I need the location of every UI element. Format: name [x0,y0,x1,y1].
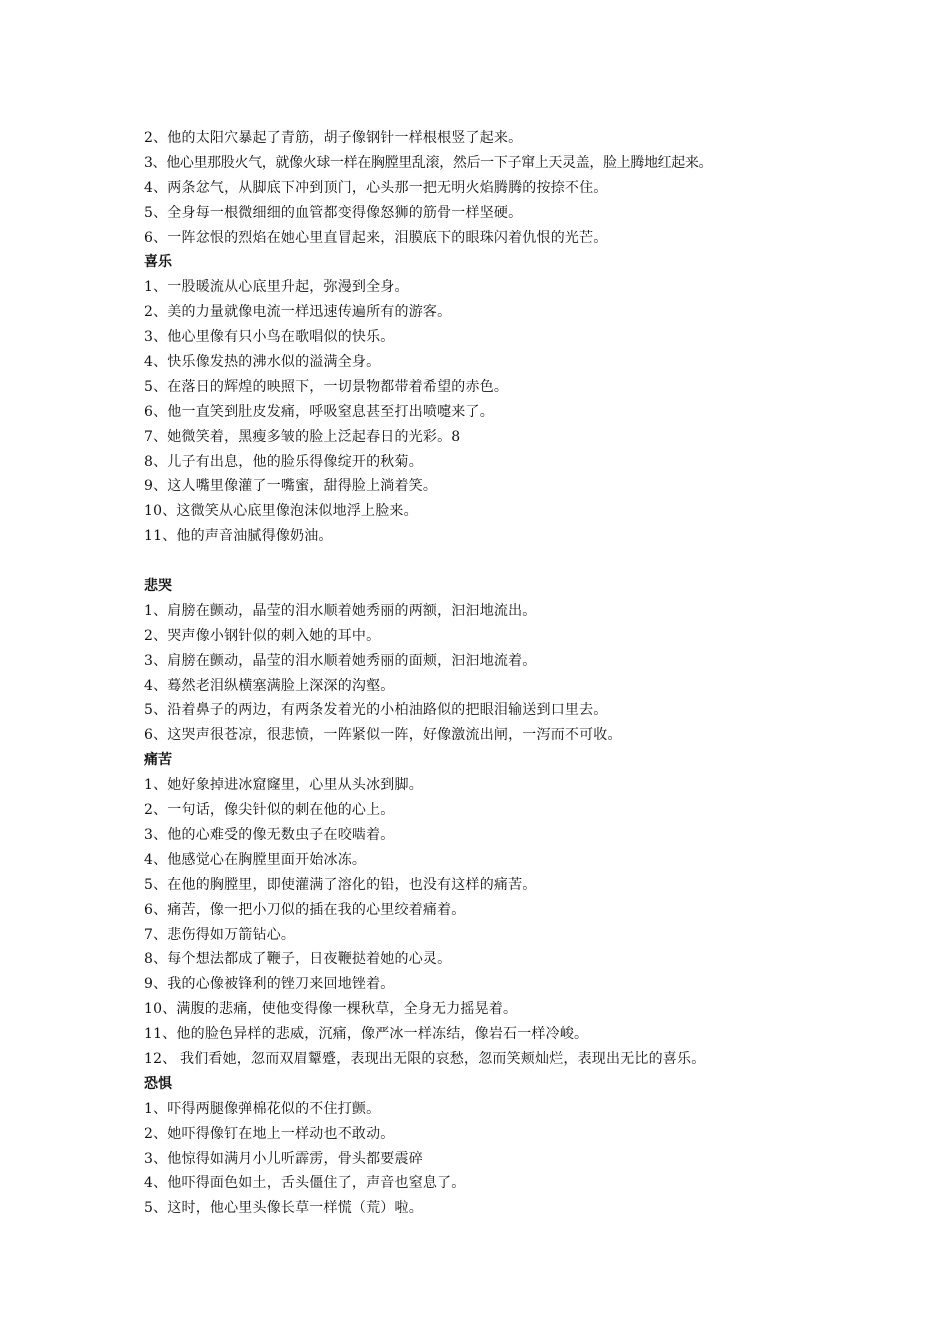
joy-item: 6、他一直笑到肚皮发痛，呼吸窒息甚至打出喷嚏来了。 [144,403,494,420]
section-heading-sorrow: 悲哭 [144,578,172,595]
joy-item: 5、在落日的辉煌的映照下，一切景物都带着希望的赤色。 [144,378,509,395]
joy-item: 11、他的声音油腻得像奶油。 [144,528,333,545]
section-heading-joy: 喜乐 [144,254,172,271]
joy-item: 7、她微笑着，黑瘦多皱的脸上泛起春日的光彩。8 [144,428,461,445]
pain-item: 4、他感觉心在胸膛里面开始冰冻。 [144,851,367,868]
pain-item: 7、悲伤得如万箭钻心。 [144,926,296,943]
sorrow-item: 3、肩膀在颤动，晶莹的泪水顺着她秀丽的面颊，汩汩地流着。 [144,652,537,669]
joy-item: 8、儿子有出息，他的脸乐得像绽开的秋菊。 [144,453,423,470]
joy-item: 3、他心里像有只小鸟在歌唱似的快乐。 [144,329,395,346]
anger-item-3: 3、他心里那股火气，就像火球一样在胸膛里乱滚，然后一下子窜上天灵盖，脸上腾地红起来。 [144,154,713,171]
pain-item-12-text: 我们看她，忽而双眉颦蹙，表现出无限的哀愁，忽而笑颊灿烂，表现出无比的喜乐。 [180,1050,706,1067]
joy-item: 4、快乐像发热的沸水似的溢满全身。 [144,354,381,371]
document-body [144,126,844,1221]
pain-item: 10、满腹的悲痛，使他变得像一棵秋草，全身无力摇晃着。 [144,1001,518,1018]
fear-item: 5、这时，他心里头像长草一样慌（荒）啦。 [144,1200,423,1217]
pain-item: 3、他的心难受的像无数虫子在咬啮着。 [144,826,395,843]
pain-item: 2、一句话，像尖针似的刺在他的心上。 [144,802,395,819]
anger-item-2: 2、他的太阳穴暴起了青筋，胡子像钢针一样根根竖了起来。 [144,130,523,146]
pain-item: 6、痛苦，像一把小刀似的插在我的心里绞着痛着。 [144,901,466,918]
joy-item: 1、一股暖流从心底里升起，弥漫到全身。 [144,279,409,296]
blank-line [144,549,844,574]
anger-item-5: 5、全身每一根微细细的血管都变得像怒狮的筋骨一样坚硬。 [144,204,523,221]
fear-item: 1、吓得两腿像弹棉花似的不住打颤。 [144,1100,381,1117]
joy-item: 9、这人嘴里像灌了一嘴蜜，甜得脸上淌着笑。 [144,478,438,495]
pain-item-12-number: 12、 [144,1050,177,1067]
pain-item: 11、他的脸色异样的悲威，沉痛，像严冰一样冻结，像岩石一样冷峻。 [144,1026,589,1043]
sorrow-item: 6、这哭声很苍凉，很悲愤，一阵紧似一阵，好像激流出闸，一泻而不可收。 [144,727,622,744]
pain-item: 9、我的心像被锋利的锉刀来回地锉着。 [144,976,395,993]
fear-item: 4、他吓得面色如土，舌头僵住了，声音也窒息了。 [144,1175,466,1192]
fear-item: 3、他惊得如满月小儿听霹雳，骨头都要震碎 [144,1150,423,1167]
sorrow-item: 2、哭声像小钢针似的刺入她的耳中。 [144,627,381,644]
joy-item: 10、这微笑从心底里像泡沫似地浮上脸来。 [144,503,418,520]
sorrow-item: 1、肩膀在颤动，晶莹的泪水顺着她秀丽的两额，汩汩地流出。 [144,602,537,619]
pain-item: 5、在他的胸膛里，即使灌满了溶化的铅，也没有这样的痛苦。 [144,876,537,893]
sorrow-item: 5、沿着鼻子的两边，有两条发着光的小柏油路似的把眼泪输送到口里去。 [144,702,608,719]
joy-item: 2、美的力量就像电流一样迅速传遍所有的游客。 [144,304,452,321]
pain-item: 1、她好象掉进冰窟窿里，心里从头冰到脚。 [144,777,423,794]
pain-item: 8、每个想法都成了鞭子，日夜鞭挞着她的心灵。 [144,951,452,968]
sorrow-item: 4、蓦然老泪纵横塞满脸上深深的沟壑。 [144,677,395,694]
anger-item-4: 4、两条忿气，从脚底下冲到顶门，心头那一把无明火焰腾腾的按捺不住。 [144,179,608,196]
anger-item-6: 6、一阵忿恨的烈焰在她心里直冒起来，泪膜底下的眼珠闪着仇恨的光芒。 [144,229,608,246]
section-heading-fear: 恐惧 [144,1075,172,1092]
section-heading-pain: 痛苦 [144,752,172,769]
pain-item-12 [144,1047,844,1072]
fear-item: 2、她吓得像钉在地上一样动也不敢动。 [144,1125,395,1142]
